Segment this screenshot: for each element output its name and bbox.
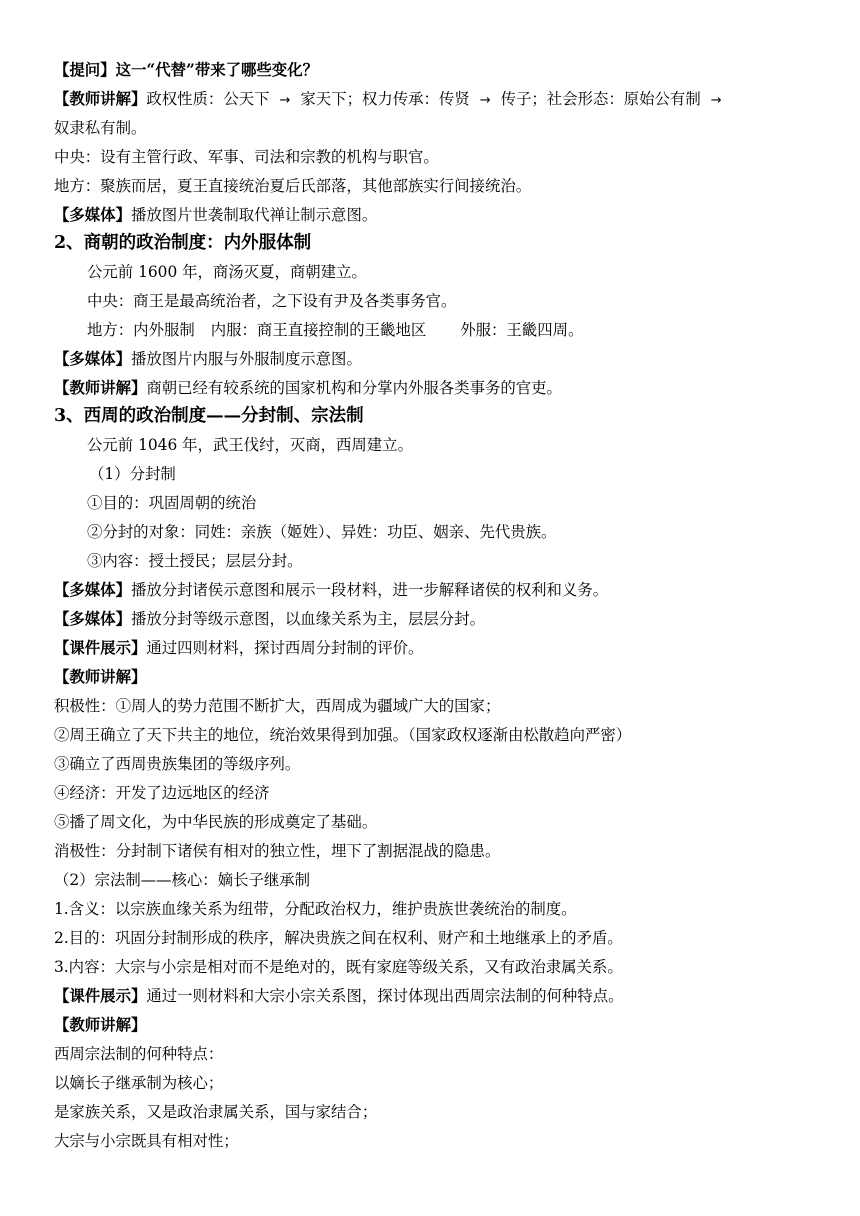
- text-line: 中央：商王是最高统治者，之下设有尹及各类事务官。: [87, 292, 457, 310]
- text-line: 公元前 1046 年，武王伐纣，灭商，西周建立。: [87, 436, 413, 454]
- arrow-icon: →: [710, 93, 722, 108]
- courseware-line: [54, 986, 623, 1006]
- text-line: 2.目的：巩固分封制形成的秩序，解决贵族之间在权利、财产和土地继承上的矛盾。: [54, 929, 623, 947]
- multimedia-label: 【多媒体】: [54, 581, 131, 599]
- courseware-label: 【课件展示】: [54, 639, 147, 657]
- text-line: [87, 320, 583, 340]
- teacher-explain-label: 【教师讲解】: [54, 379, 147, 397]
- multimedia-text: 播放图片内服与外服制度示意图。: [130, 350, 362, 368]
- arrow-icon: →: [479, 93, 491, 108]
- multimedia-text: 播放图片世袭制取代禅让制示意图。: [130, 206, 378, 224]
- text-line: ②分封的对象：同姓：亲族（姬姓）、异姓：功臣、姻亲、先代贵族。: [87, 523, 557, 541]
- text-line: 中央：设有主管行政、军事、司法和宗教的机构与职官。: [54, 148, 439, 166]
- teacher-explain-label: 【教师讲解】: [54, 90, 147, 108]
- courseware-label: 【课件展示】: [54, 987, 147, 1005]
- multimedia-label: 【多媒体】: [54, 350, 131, 368]
- question-text: 这一“代替”带来了哪些变化？: [115, 61, 318, 79]
- outer-service-text: 外服：王畿四周。: [460, 321, 584, 339]
- text-line: 大宗与小宗既具有相对性；: [54, 1132, 239, 1150]
- multimedia-text: 播放分封诸侯示意图和展示一段材料，进一步解释诸侯的权利和义务。: [130, 581, 609, 599]
- text-line: 1.含义：以宗族血缘关系为纽带，分配政治权力，维护贵族世袭统治的制度。: [54, 900, 577, 918]
- text-line: ③确立了西周贵族集团的等级序列。: [54, 755, 301, 773]
- multimedia-line: [54, 349, 362, 369]
- multimedia-line: [54, 205, 377, 225]
- multimedia-line: [54, 580, 608, 600]
- section-heading: 2、商朝的政治制度：内外服体制: [54, 233, 312, 253]
- multimedia-label: 【多媒体】: [54, 206, 131, 224]
- text-line: 3.内容：大宗与小宗是相对而不是绝对的，既有家庭等级关系，又有政治隶属关系。: [54, 958, 623, 976]
- regime-nature-text: 政权性质：公天下: [146, 90, 270, 108]
- courseware-line: [54, 638, 423, 658]
- text-line: 以嫡长子继承制为核心；: [54, 1074, 224, 1092]
- text-line: ⑤播了周文化，为中华民族的形成奠定了基础。: [54, 813, 378, 831]
- subsection-title: （1）分封制: [89, 465, 176, 483]
- teacher-explain-label: 【教师讲解】: [54, 668, 147, 686]
- teacher-explain-line: [54, 89, 732, 111]
- subsection-title: （2）宗法制——核心：嫡长子继承制: [54, 871, 311, 889]
- inner-service-text: 内服：商王直接控制的王畿地区: [210, 321, 427, 339]
- text-line: 消极性：分封制下诸侯有相对的独立性，埋下了割据混战的隐患。: [54, 842, 501, 860]
- text-line: 地方：聚族而居，夏王直接统治夏后氏部落，其他部族实行间接统治。: [54, 177, 532, 195]
- text-line: 公元前 1600 年，商汤灭夏，商朝建立。: [87, 263, 367, 281]
- question-label: 【提问】: [54, 61, 116, 79]
- courseware-text: 通过四则材料，探讨西周分封制的评价。: [146, 639, 424, 657]
- text-line: ④经济：开发了边远地区的经济: [54, 784, 270, 802]
- text-line: ②周王确立了天下共主的地位，统治效果得到加强。（国家政权逐渐由松散趋向严密）: [54, 726, 632, 744]
- teacher-explain-line: [54, 378, 562, 398]
- text-line: 奴隶私有制。: [54, 119, 147, 137]
- text-line: ①目的：巩固周朝的统治: [87, 494, 257, 512]
- question-line: [54, 60, 318, 80]
- courseware-text: 通过一则材料和大宗小宗关系图，探讨体现出西周宗法制的何种特点。: [146, 987, 624, 1005]
- multimedia-line: [54, 609, 485, 629]
- text-line: 是家族关系，又是政治隶属关系，国与家结合；: [54, 1103, 378, 1121]
- multimedia-text: 播放分封等级示意图，以血缘关系为主，层层分封。: [130, 610, 485, 628]
- text-line: 西周宗法制的何种特点：: [54, 1045, 224, 1063]
- text-line: 积极性：①周人的势力范围不断扩大，西周成为疆域广大的国家；: [54, 697, 501, 715]
- section-heading: 3、西周的政治制度——分封制、宗法制: [54, 406, 364, 426]
- text-line: ③内容：授土授民；层层分封。: [87, 552, 303, 570]
- arrow-icon: →: [279, 93, 291, 108]
- power-transfer-text: 家天下；权力传承：传贤: [300, 90, 470, 108]
- teacher-explain-label: 【教师讲解】: [54, 1016, 147, 1034]
- multimedia-label: 【多媒体】: [54, 610, 131, 628]
- social-form-text: 传子；社会形态：原始公有制: [500, 90, 701, 108]
- teacher-explain-text: 商朝已经有较系统的国家机构和分掌内外服各类事务的官吏。: [146, 379, 562, 397]
- local-system-text: 地方：内外服制: [87, 321, 195, 339]
